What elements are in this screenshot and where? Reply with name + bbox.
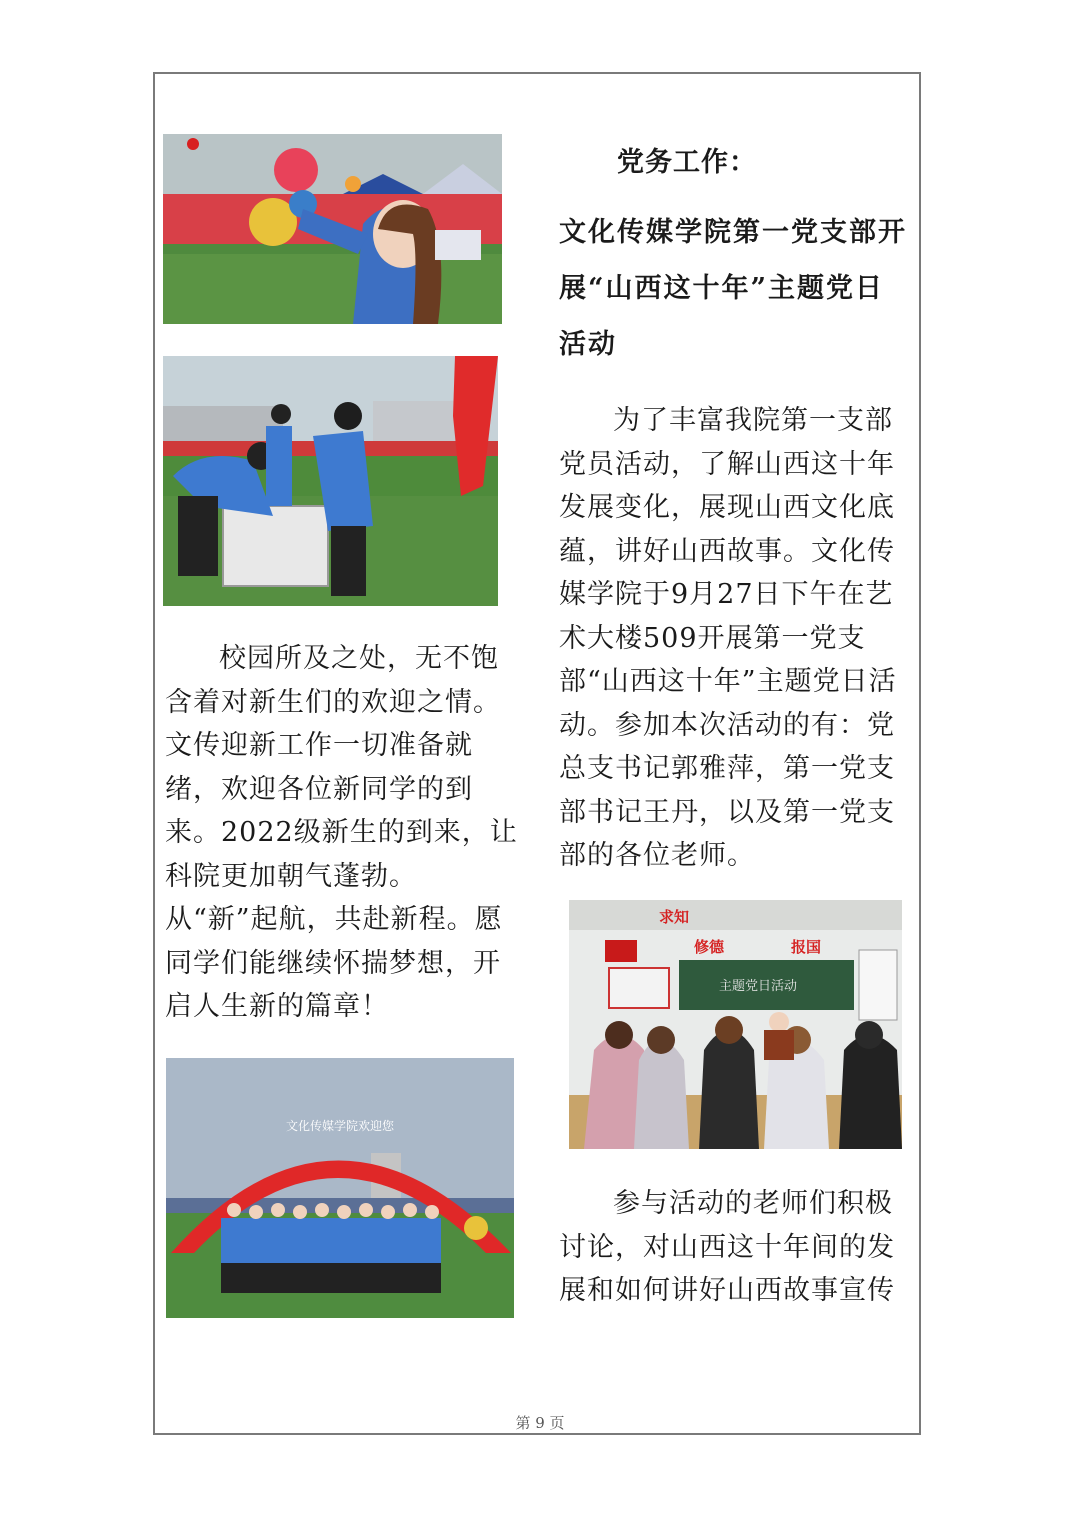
blackboard-text: 主题党日活动	[719, 979, 798, 994]
classroom-sign-1: 求知	[659, 908, 690, 926]
right-paragraph-2-text: 参与活动的老师们积极讨论，对山西这十年间的发展和如何讲好山西故事宣传	[559, 1188, 895, 1306]
classroom-sign-2: 修德	[694, 938, 725, 956]
right-paragraph-2	[559, 1182, 912, 1313]
photo-students-cart	[163, 356, 498, 606]
photo-welcome-arch	[166, 1058, 514, 1318]
article-title: 文化传媒学院第一党支部开展“山西这十年”主题党日活动	[559, 217, 907, 360]
left-paragraph	[165, 637, 522, 1029]
photo-classroom	[569, 900, 902, 1149]
page-number: 第 9 页	[515, 1414, 565, 1432]
photo-balloons	[163, 134, 502, 324]
left-paragraph-text: 校园所及之处，无不饱含着对新生们的欢迎之情。文传迎新工作一切准备就绪，欢迎各位新同学的到来。2022级新生的到来，让科院更加朝气蓬勃。从“新”起航，共赴新程。愿同学们能继续怀揣梦想，开启人生新的篇章！	[165, 643, 518, 1022]
classroom-sign-3: 报国	[791, 938, 822, 956]
right-paragraph-1	[559, 399, 912, 878]
right-paragraph-1-text: 为了丰富我院第一支部党员活动，了解山西这十年发展变化，展现山西文化底蕴，讲好山西故事。文化传媒学院于9月27日下午在艺术大楼509开展第一党支部“山西这十年”主题党日活动。参加本次活动的有：党总支书记郭雅萍，第一党支部书记王丹，以及第一党支部的各位老师。	[559, 405, 897, 871]
section-label: 党务工作：	[617, 147, 757, 178]
arch-banner-text: 文化传媒学院欢迎您	[285, 1119, 395, 1133]
